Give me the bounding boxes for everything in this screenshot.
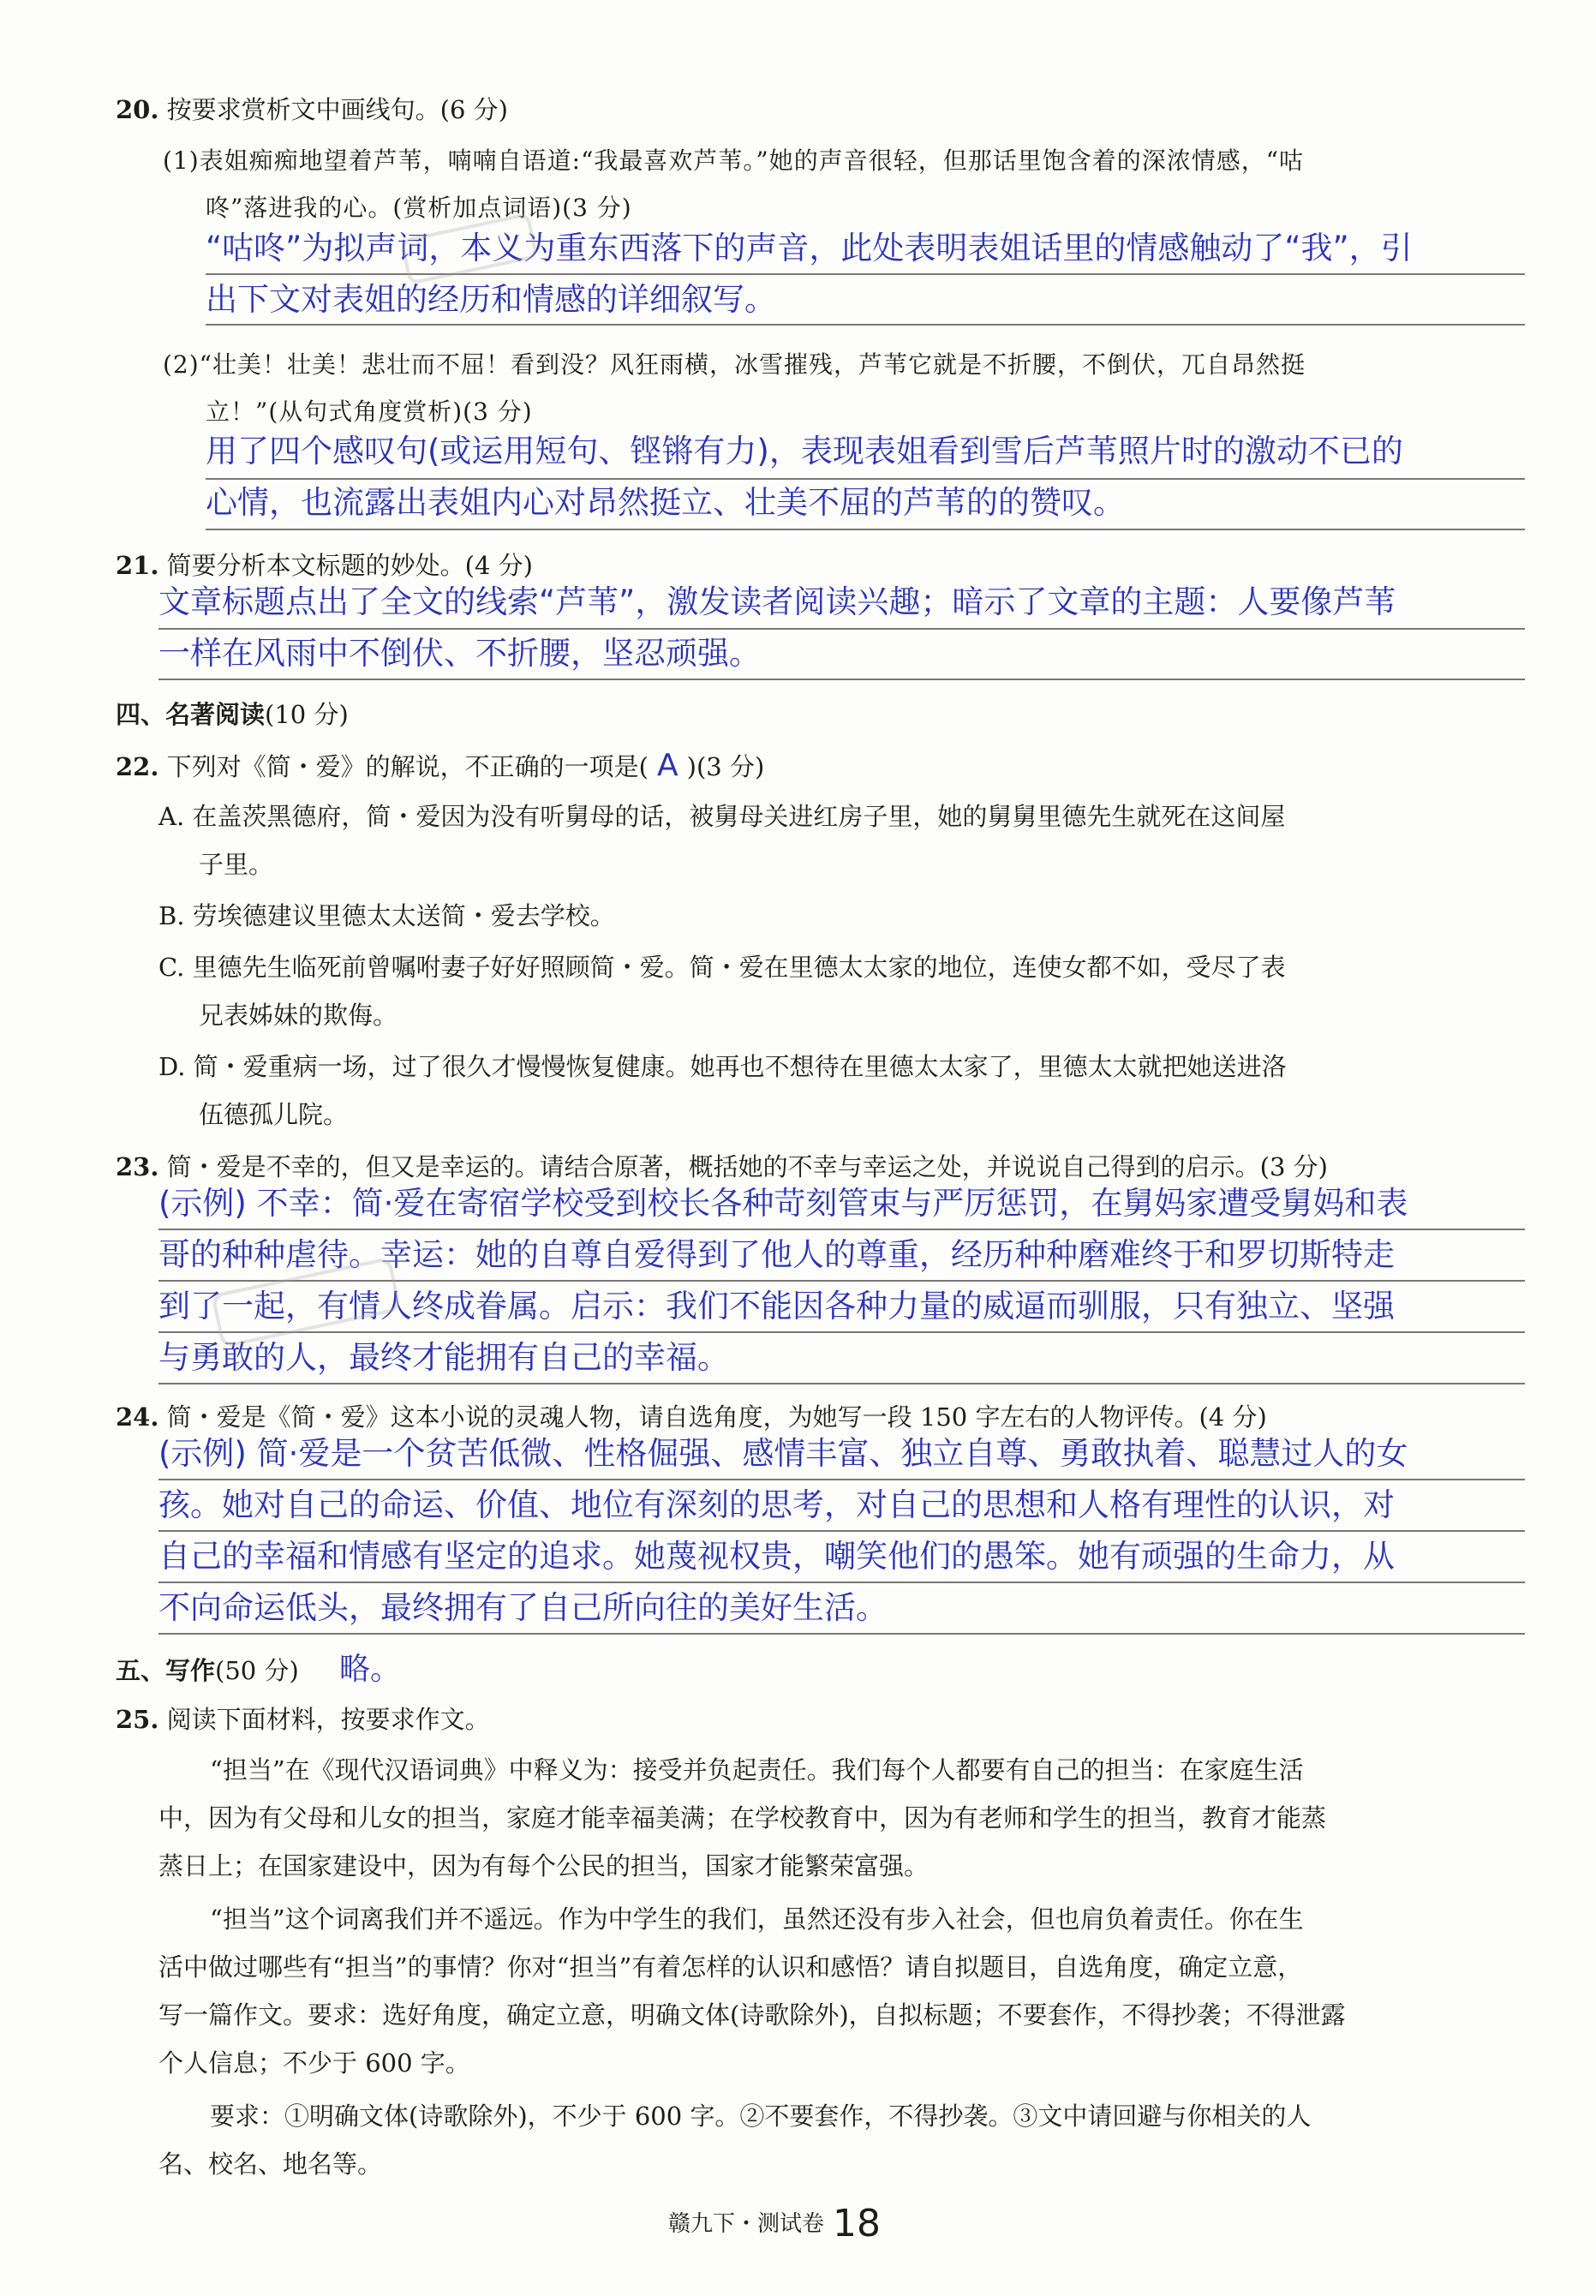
- q20-sub1-line1: (1)表姐痴痴地望着芦苇，喃喃自语道:“我最喜欢芦苇。”她的声音很轻，但那话里饱含着的深浓情感，“咕: [163, 146, 1305, 175]
- q24-answer-line3: 自己的幸福和情感有坚定的追求。她蔑视权贵，嘲笑他们的愚笨。她有顽强的生命力，从: [158, 1538, 1395, 1575]
- q20-sub1-line2: 咚”落进我的心。(赏析加点词语)(3 分): [206, 194, 632, 222]
- answer-rule: [158, 628, 1525, 630]
- answer-rule: [206, 324, 1525, 326]
- q22-prompt-start: 下列对《简・爱》的解说，不正确的一项是(: [166, 752, 649, 781]
- q25-material-p2-line4: 个人信息；不少于 600 字。: [158, 2048, 470, 2078]
- page-footer: [668, 2202, 881, 2245]
- q21-title: [116, 547, 533, 584]
- section4-heading: [116, 696, 349, 733]
- answer-rule: [206, 529, 1525, 530]
- section5-score: (50 分): [215, 1656, 299, 1685]
- q22-option-b: B. 劳埃德建议里德太太送简・爱去学校。: [158, 901, 615, 930]
- q23-number: 23.: [116, 1152, 159, 1181]
- q25-title: [116, 1701, 490, 1738]
- q22-number: 22.: [116, 752, 159, 781]
- q22-option-d-line2: 伍德孤儿院。: [199, 1100, 349, 1129]
- q24-answer-line1: (示例) 简·爱是一个贫苦低微、性格倔强、感情丰富、独立自尊、勇敢执着、聪慧过人的女: [158, 1435, 1408, 1472]
- q22-option-c-line1: C. 里德先生临死前曾嘱咐妻子好好照顾简・爱。简・爱在里德太太家的地位，连使女都不如，受尽了表: [158, 953, 1286, 982]
- q23-title: [116, 1148, 1328, 1186]
- q20-title: [116, 91, 508, 129]
- q25-requirements-line1: 要求：①明确文体(诗歌除外)，不少于 600 字。②不要套作，不得抄袭。③文中请回避与你相关的人: [210, 2102, 1312, 2131]
- q20-answer2-line2: 心情，也流露出表姐内心对昂然挺立、壮美不屈的芦苇的的赞叹。: [206, 484, 1125, 521]
- answer-rule: [158, 1479, 1525, 1480]
- q24-answer-line2: 孩。她对自己的命运、价值、地位有深刻的思考，对自己的思想和人格有理性的认识，对: [158, 1486, 1395, 1523]
- q22-option-c-line2: 兄表姊妹的欺侮。: [199, 1001, 398, 1030]
- q20-sub2-line1: (2)“壮美！壮美！悲壮而不屈！看到没？风狂雨横，冰雪摧残，芦苇它就是不折腰，不倒伏，兀自昂然挺: [163, 350, 1306, 379]
- q22-option-a-line2: 子里。: [199, 850, 274, 879]
- q25-prompt: 阅读下面材料，按要求作文。: [166, 1705, 490, 1734]
- q24-title: [116, 1398, 1267, 1436]
- q22-answer: A: [657, 748, 678, 783]
- q20-number: 20.: [116, 95, 159, 124]
- q25-material-p2-line1: “担当”这个词离我们并不遥远。作为中学生的我们，虽然还没有步入社会，但也肩负着责任。你在生: [210, 1904, 1304, 1934]
- q23-answer-line1: (示例) 不幸：简·爱在寄宿学校受到校长各种苛刻管束与严厉惩罚，在舅妈家遭受舅妈和表: [158, 1185, 1408, 1222]
- q22-option-d-line1: D. 简・爱重病一场，过了很久才慢慢恢复健康。她再也不想待在里德太太家了，里德太太就把她送进洛: [158, 1052, 1287, 1081]
- q20-answer1-line2: 出下文对表姐的经历和情感的详细叙写。: [206, 281, 776, 318]
- q22-prompt-end: )(3 分): [686, 752, 765, 781]
- section4-score: (10 分): [265, 700, 349, 729]
- q20-answer1-line1: “咕咚”为拟声词，本义为重东西落下的声音，此处表明表姐话里的情感触动了“我”，引: [206, 230, 1413, 266]
- q25-material-p1-line2: 中，因为有父母和儿女的担当，家庭才能幸福美满；在学校教育中，因为有老师和学生的担当，教育才能蒸: [158, 1803, 1327, 1833]
- answer-rule: [158, 1229, 1525, 1230]
- q20-answer2-line1: 用了四个感叹句(或运用短句、铿锵有力)，表现表姐看到雪后芦苇照片时的激动不已的: [206, 433, 1403, 469]
- q23-answer-line3: 到了一起，有情人终成眷属。启示：我们不能因各种力量的威逼而驯服，只有独立、坚强: [158, 1288, 1395, 1324]
- answer-rule: [158, 679, 1525, 680]
- answer-rule: [158, 1633, 1525, 1635]
- q25-material-p2-line2: 活中做过哪些有“担当”的事情？你对“担当”有着怎样的认识和感悟？请自拟题目，自选角度，确定立意，: [158, 1952, 1303, 1982]
- q23-answer-line2: 哥的种种虐待。幸运：她的自尊自爱得到了他人的尊重，经历种种磨难终于和罗切斯特走: [158, 1236, 1395, 1273]
- answer-rule: [158, 1530, 1525, 1532]
- q22-title: [116, 747, 764, 786]
- q24-prompt: 简・爱是《简・爱》这本小说的灵魂人物，请自选角度，为她写一段 150 字左右的人物评传。(4 分): [166, 1402, 1267, 1432]
- answer-rule: [206, 478, 1525, 480]
- section5-heading: [116, 1651, 409, 1689]
- q25-requirements-line2: 名、校名、地名等。: [158, 2150, 383, 2179]
- q25-number: 25.: [116, 1705, 159, 1734]
- section5-answer: 略。: [338, 1652, 401, 1687]
- q24-answer-line4: 不向命运低头，最终拥有了自己所向往的美好生活。: [158, 1589, 888, 1626]
- q20-prompt: 按要求赏析文中画线句。(6 分): [166, 95, 508, 124]
- q22-option-a-line1: A. 在盖茨黑德府，简・爱因为没有听舅母的话，被舅母关进红房子里，她的舅舅里德先生就死在这间屋: [158, 802, 1286, 831]
- page-number: 18: [833, 2202, 882, 2245]
- section5-title: 五、写作: [116, 1656, 216, 1685]
- q23-prompt: 简・爱是不幸的，但又是幸运的。请结合原著，概括她的不幸与幸运之处，并说说自己得到的启示。(3 分): [166, 1152, 1328, 1181]
- q21-prompt: 简要分析本文标题的妙处。(4 分): [166, 551, 533, 580]
- footer-label: 赣九下・测试卷: [668, 2211, 825, 2237]
- q25-material-p1-line3: 蒸日上；在国家建设中，因为有每个公民的担当，国家才能繁荣富强。: [158, 1851, 930, 1880]
- q21-number: 21.: [116, 551, 159, 580]
- answer-rule: [158, 1383, 1525, 1384]
- q25-material-p1-line1: “担当”在《现代汉语词典》中释义为：接受并负起责任。我们每个人都要有自己的担当：在家庭生活: [210, 1755, 1304, 1785]
- q20-sub2-line2: 立！”(从句式角度赏析)(3 分): [206, 398, 533, 426]
- q25-material-p2-line3: 写一篇作文。要求：选好角度，确定立意，明确文体(诗歌除外)，自拟标题；不要套作，不得抄袭；不得泄露: [158, 2000, 1346, 2030]
- q24-number: 24.: [116, 1402, 159, 1432]
- q23-answer-line4: 与勇敢的人，最终才能拥有自己的幸福。: [158, 1339, 729, 1376]
- answer-rule: [158, 1581, 1525, 1583]
- q21-answer-line1: 文章标题点出了全文的线索“芦苇”，激发读者阅读兴趣；暗示了文章的主题：人要像芦苇: [158, 583, 1396, 620]
- section4-title: 四、名著阅读: [116, 700, 266, 729]
- q21-answer-line2: 一样在风雨中不倒伏、不折腰，坚忍顽强。: [158, 635, 761, 672]
- answer-rule: [206, 273, 1525, 275]
